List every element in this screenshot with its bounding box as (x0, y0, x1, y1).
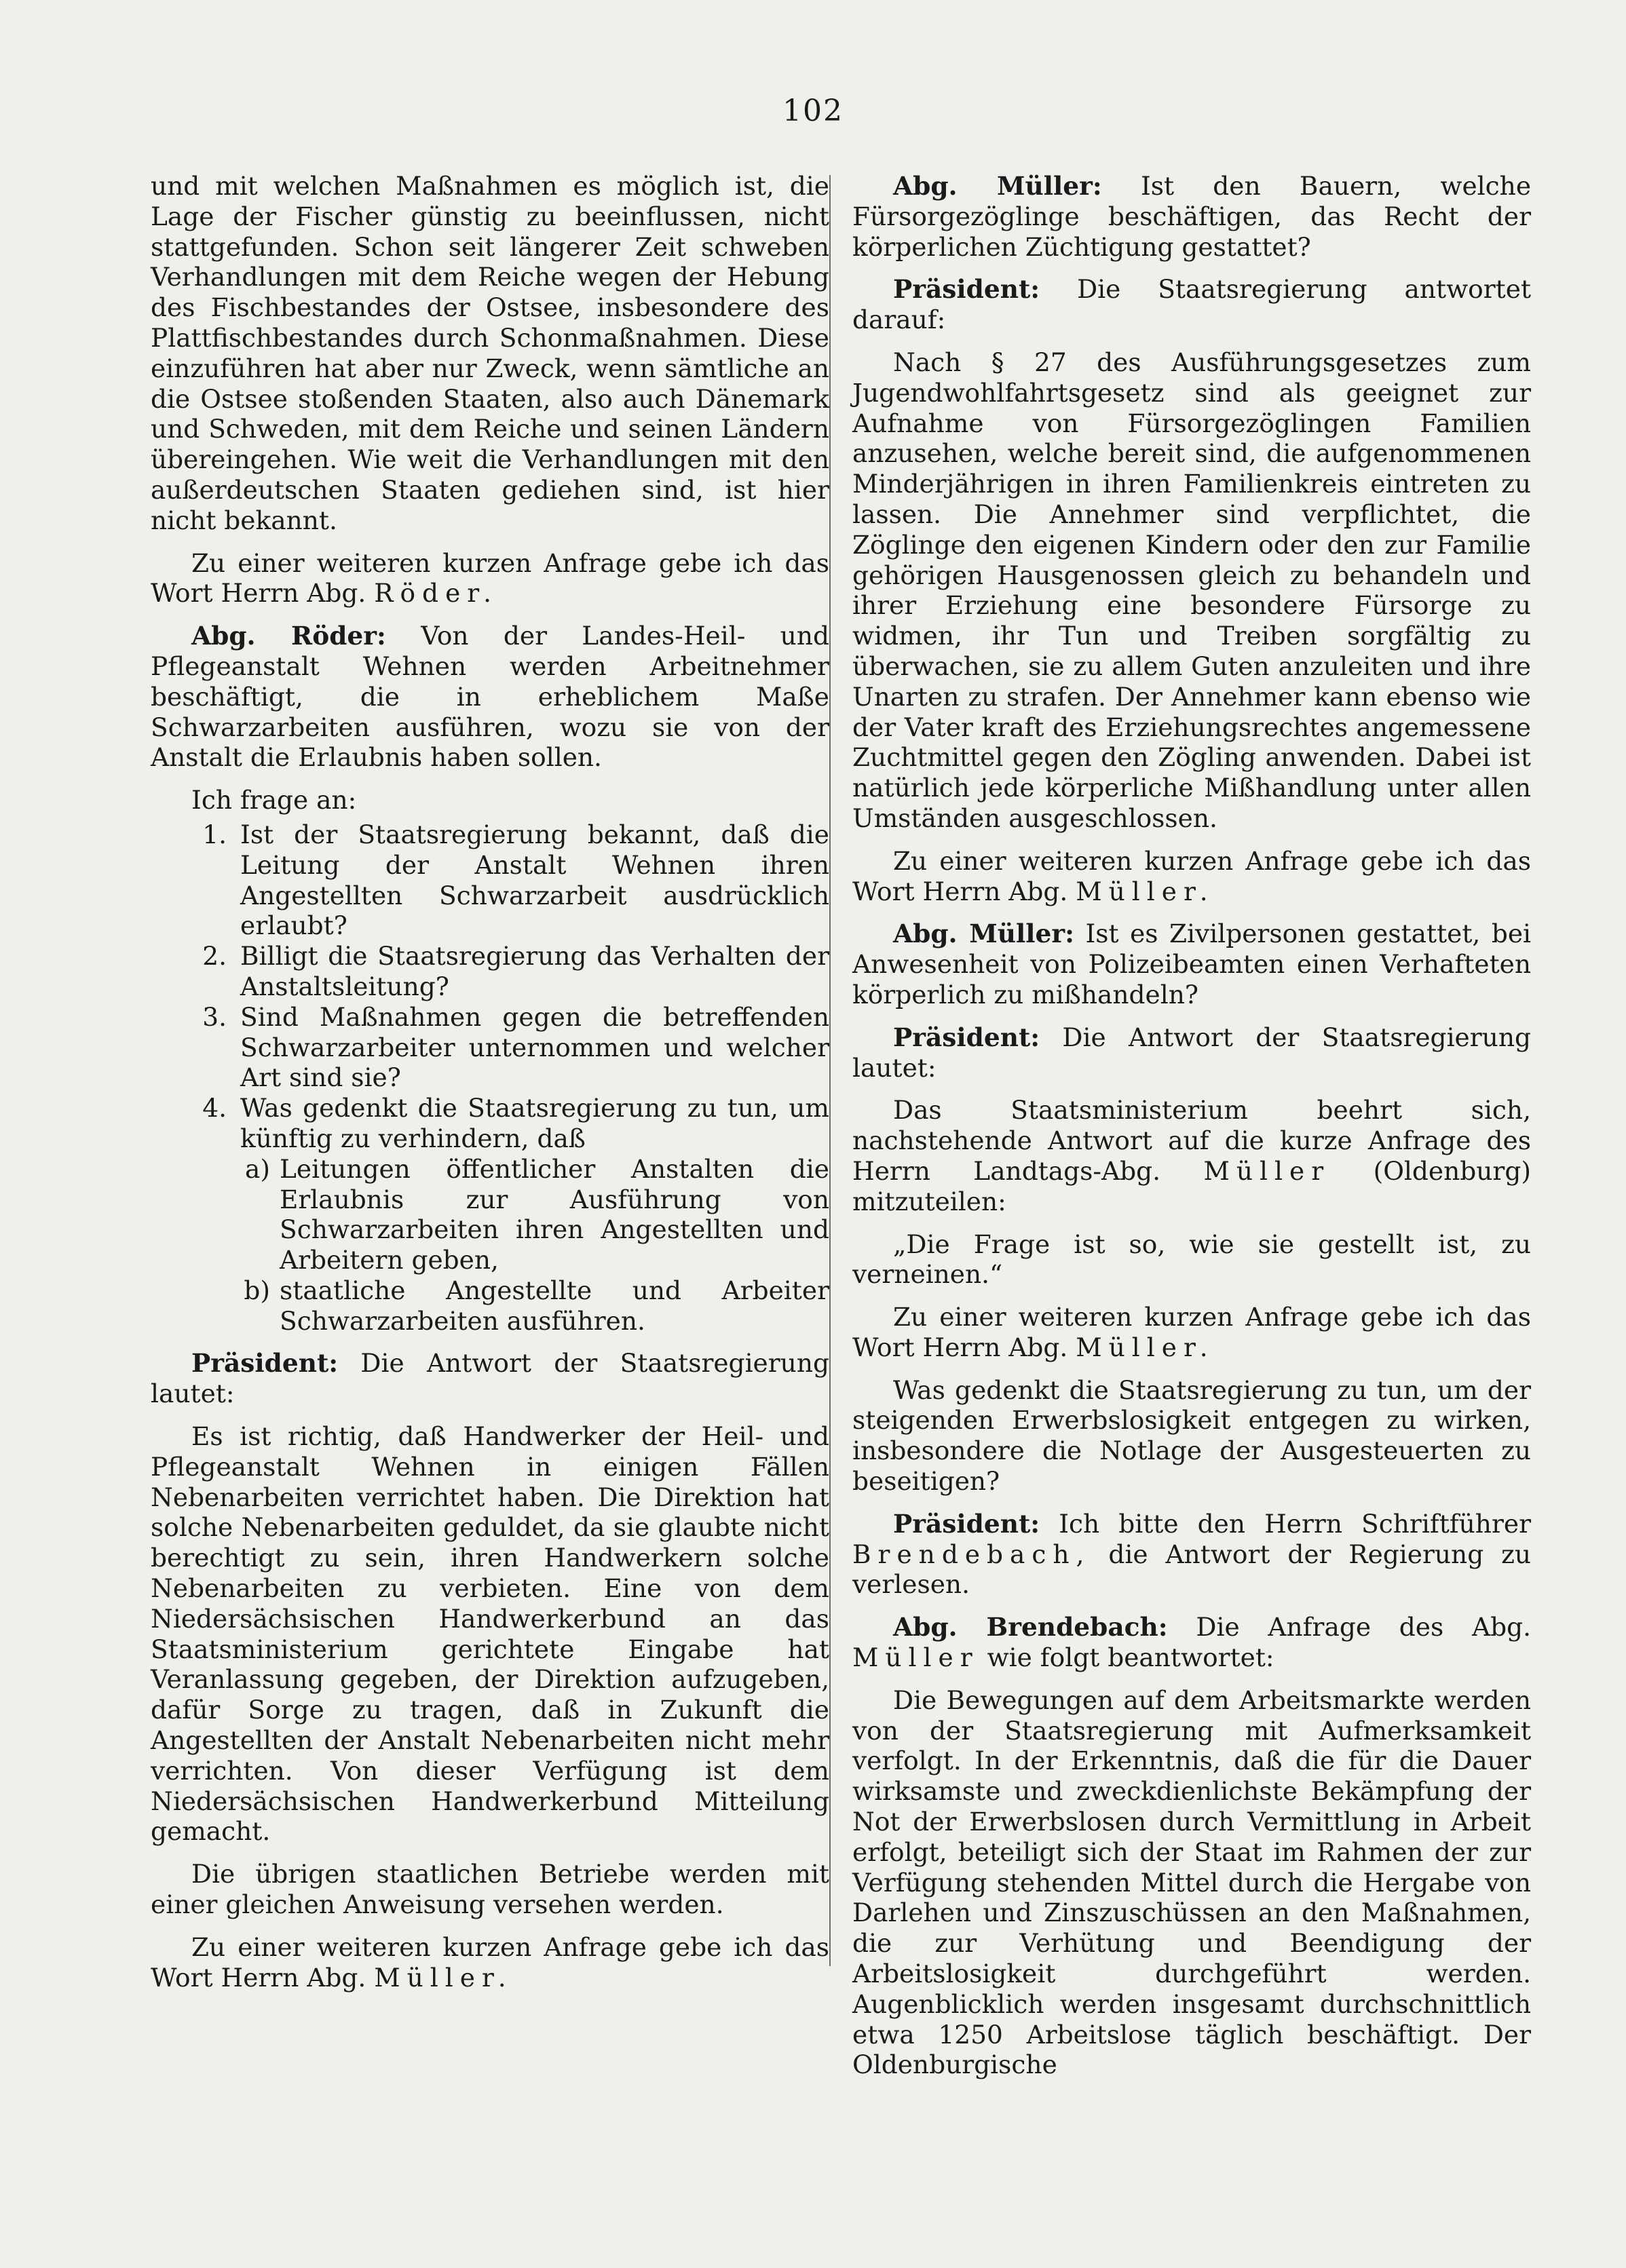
paragraph: und mit welchen Maßnahmen es möglich ist, die Lage der Fischer günstig zu beeinflussen, nicht stattgefunden. Schon seit längerer Zeit schweben Verhandlungen mit dem Reiche wegen der Hebung des Fischbestandes der Ostsee, insbesondere des Plattfischbestandes durch Schonmaßnahmen. Diese einzuführen hat aber nur Zweck, wenn sämtliche an die Ostsee stoßenden Staaten, also auch Dänemark und Schweden, mit dem Reiche und seinen Ländern übereingehen. Wie weit die Verhandlungen mit den außerdeutschen Staaten gediehen sind, ist hier nicht bekannt. (151, 171, 829, 535)
paragraph: „Die Frage ist so, wie sie gestellt ist, zu verneinen.“ (852, 1229, 1531, 1290)
paragraph-text: die Antwort der Regierung zu verlesen. (852, 1539, 1532, 1600)
speaker-label: Abg. Brendebach: (893, 1612, 1168, 1642)
speaker-name: Müller. (1076, 1332, 1215, 1362)
paragraph-text: Die Staatsregierung antwortet darauf: (852, 274, 1532, 335)
paragraph-text: Zu einer weiteren kurzen Anfrage gebe ich das Wort Herrn Abg. (151, 547, 829, 609)
paragraph: Ich frage an: (191, 785, 357, 815)
list-letter: b) (244, 1275, 270, 1305)
list-text: Ist der Staatsregierung bekannt, daß die Leitung der Anstalt Wehnen ihren Angestellten Schwarzarbeit ausdrücklich erlaubt? (240, 819, 829, 941)
paragraph-text: Zu einer weiteren kurzen Anfrage gebe ich das Wort Herrn Abg. (151, 1931, 829, 1993)
paragraph (852, 1302, 1531, 1363)
speaker-name: Röder. (374, 578, 498, 609)
paragraph: Was gedenkt die Staatsregierung zu tun, um der steigenden Erwerbslosigkeit entgegen zu wirken, insbesondere die Notlage der Ausgesteuerten zu beseitigen? (852, 1375, 1531, 1497)
list-number: 2. (202, 941, 227, 972)
paragraph-text: Die Anfrage des Abg. (1196, 1612, 1532, 1642)
paragraph: Die Bewegungen auf dem Arbeitsmarkte werden von der Staatsregierung mit Aufmerksamkeit verfolgt. In der Erkenntnis, daß die für die Dauer wirksamste und zweckdienlichste Bekämpfung der Not der Erwerbslosen durch Vermittlung in Arbeit erfolgt, beteiligt sich der Staat im Rahmen der zur Verfügung stehenden Mittel durch die Hergabe von Darlehen und Zinszuschüssen an den Maßnahmen, die zur Verhütung und Beendigung der Arbeitslosigkeit durchgeführt werden. Augenblicklich werden insgesamt durchschnittlich etwa 1250 Arbeitslose täglich beschäftigt. Der Oldenburgische (852, 1685, 1531, 2080)
paragraph-text: Das Staatsministerium beehrt sich, nachstehende Antwort auf die kurze Anfrage des Herrn Landtags-Abg. (852, 1095, 1531, 1186)
column-divider (829, 175, 831, 1966)
list-subitem (151, 1154, 829, 1275)
speaker-name: Müller. (1076, 876, 1215, 906)
paragraph (852, 171, 1531, 262)
paragraph (852, 1095, 1531, 1216)
paragraph-text: Ist den Bauern, welche Fürsorgezöglinge beschäftigen, das Recht der körperlichen Züchtigung gestattet? (852, 171, 1532, 262)
list-item (151, 1093, 829, 1154)
list-item (151, 820, 829, 941)
speaker-label: Präsident: (191, 1348, 339, 1379)
list-text: Sind Maßnahmen gegen die betreffenden Schwarzarbeiter unternommen und welcher Art sind sie? (240, 1001, 829, 1093)
list-subitem (151, 1275, 829, 1337)
list-text: Was gedenkt die Staatsregierung zu tun, um künftig zu verhindern, daß (240, 1093, 829, 1153)
paragraph-text: Die Antwort der Staatsregierung lautet: (852, 1022, 1531, 1083)
paragraph (852, 1612, 1531, 1673)
list-text: Leitungen öffentlicher Anstalten die Erlaubnis zur Ausführung von Schwarzarbeiten ihren Angestellten und Arbeitern geben, (280, 1153, 829, 1275)
paragraph-text: (Oldenburg) mitzuteilen: (852, 1155, 1531, 1216)
list-item (151, 1002, 829, 1093)
speaker-name: Brendebach, (852, 1539, 1091, 1569)
paragraph (151, 621, 829, 773)
paragraph: Nach § 27 des Ausführungsgesetzes zum Jugendwohlfahrtsgesetz sind als geeignet zur Aufnahme von Fürsorgezöglingen Familien anzusehen, welche bereit sind, die aufgenommenen Minderjährigen in ihren Familienkreis eintreten zu lassen. Die Annehmer sind verpflichtet, die Zöglinge den eigenen Kindern oder den zur Familie gehörigen Hausgenossen gleich zu behandeln und ihrer Erziehung eine besondere Fürsorge zu widmen, ihr Tun und Treiben sorgfältig zu überwachen, sie zu allem Guten anzuleiten und ihre Unarten zu strafen. Der Annehmer kann ebenso wie der Vater kraft des Erziehungsrechtes angemessene Zuchtmittel gegen den Zögling anwenden. Dabei ist natürlich jede körperliche Mißhandlung unter allen Umständen ausgeschlossen. (852, 347, 1531, 833)
speaker-label: Abg. Röder: (191, 621, 386, 651)
list-letter: a) (245, 1153, 270, 1184)
paragraph: Es ist richtig, daß Handwerker der Heil- und Pflegeanstalt Wehnen in einigen Fällen Nebenarbeiten verrichtet haben. Die Direktion hat solche Nebenarbeiten geduldet, da sie glaubte nicht berechtigt zu sein, ihren Handwerkern solche Nebenarbeiten zu verbieten. Eine von dem Niedersächsischen Handwerkerbund an das Staatsministerium gerichtete Eingabe hat Veranlassung gegeben, der Direktion aufzugeben, dafür Sorge zu tragen, daß in Zukunft die Angestellten der Anstalt Nebenarbeiten nicht mehr verrichten. Von dieser Verfügung ist dem Niedersächsischen Handwerkerbund Mitteilung gemacht. (151, 1421, 829, 1847)
paragraph (151, 1348, 829, 1409)
paragraph (852, 846, 1531, 907)
speaker-label: Abg. Müller: (893, 919, 1074, 949)
left-column (151, 171, 829, 2005)
speaker-label: Abg. Müller: (893, 171, 1102, 201)
paragraph (852, 919, 1531, 1010)
list-number: 1. (202, 819, 227, 849)
speaker-label: Präsident: (893, 274, 1040, 305)
speaker-name: Müller (1203, 1155, 1331, 1186)
speaker-name: Müller. (374, 1962, 513, 1993)
list-number: 4. (202, 1093, 227, 1123)
speaker-name: Müller (852, 1642, 979, 1673)
paragraph-text: Von der Landes-Heil- und Pflegeanstalt Wehnen werden Arbeitnehmer beschäftigt, die in erheblichem Maße Schwarzarbeiten ausführen, wozu sie von der Anstalt die Erlaubnis haben sollen. (151, 621, 829, 773)
list-text: staatliche Angestellte und Arbeiter Schwarzarbeiten ausführen. (280, 1275, 829, 1336)
paragraph (151, 548, 829, 609)
paragraph: Die übrigen staatlichen Betriebe werden mit einer gleichen Anweisung versehen werden. (151, 1859, 829, 1920)
list-text: Billigt die Staatsregierung das Verhalten der Anstaltsleitung? (240, 941, 829, 1001)
speaker-label: Präsident: (893, 1022, 1040, 1052)
paragraph (151, 1932, 829, 1993)
page-number: 102 (782, 94, 844, 128)
paragraph-text: Zu einer weiteren kurzen Anfrage gebe ich das Wort Herrn Abg. (852, 845, 1531, 906)
paragraph-text: Die Antwort der Staatsregierung lautet: (151, 1348, 829, 1409)
paragraph (852, 1509, 1531, 1600)
list-number: 3. (202, 1001, 227, 1032)
paragraph (852, 274, 1531, 335)
paragraph (852, 1022, 1531, 1083)
list-item (151, 941, 829, 1002)
right-column (852, 171, 1531, 2092)
paragraph-text: Zu einer weiteren kurzen Anfrage gebe ich das Wort Herrn Abg. (852, 1302, 1531, 1362)
paragraph-text: Ich bitte den Herrn Schriftführer (1059, 1508, 1531, 1539)
speaker-label: Präsident: (893, 1508, 1040, 1539)
paragraph-text: wie folgt beantwortet: (987, 1642, 1274, 1673)
paragraph-text: Ist es Zivilpersonen gestattet, bei Anwesenheit von Polizeibeamten einen Verhafteten körperlich zu mißhandeln? (852, 919, 1532, 1010)
